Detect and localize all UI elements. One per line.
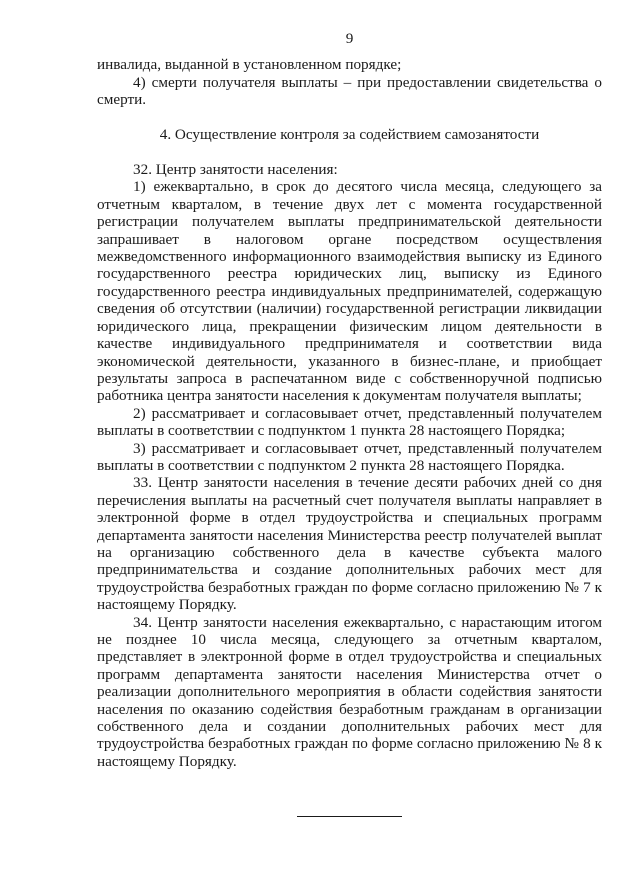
paragraph-32-item-3: 3) рассматривает и согласовывает отчет, представленный получателем выплаты в соответствии с подпунктом 2 пункта 28 настоящего Порядка.: [97, 439, 602, 474]
paragraph-33: 33. Центр занятости населения в течение десяти рабочих дней со дня перечисления выплаты на расчетный счет получателя выплаты направляет в электронной форме в отдел трудоустройства и специальных программ департамента занятости населения Министерства реестр получателей выплат на организацию собственного дела в качестве субъекта малого предпринимательства и создание дополнительных рабочих мест для трудоустройства безработных граждан по форме согласно приложению № 7 к настоящему Порядку.: [97, 474, 602, 614]
paragraph-continuation: инвалида, выданной в установленном порядке;: [97, 56, 402, 74]
paragraph-34: 34. Центр занятости населения ежеквартально, с нарастающим итогом не позднее 10 числа месяца, следующего за отчетным кварталом, представляет в электронной форме в отдел трудоустройства и специальных программ департамента занятости населения Министерства отчет о реализации дополнительного мероприятия в области содействия занятости населения по оказанию содействия безработным гражданам в организации собственного дела и создании дополнительных рабочих мест для трудоустройства безработных граждан по форме согласно приложению № 8 к настоящему Порядку.: [97, 613, 602, 770]
paragraph-32-item-2: 2) рассматривает и согласовывает отчет, представленный получателем выплаты в соответствии с подпунктом 1 пункта 28 настоящего Порядка;: [97, 404, 602, 440]
section-heading: 4. Осуществление контроля за содействием самозанятости: [159, 125, 540, 143]
paragraph-item-4-death: 4) смерти получателя выплаты – при предоставлении свидетельства о смерти.: [97, 73, 602, 109]
end-of-document-rule: [297, 816, 402, 817]
paragraph-32-title: 32. Центр занятости населения:: [133, 161, 338, 179]
page-number: 9: [345, 30, 354, 47]
paragraph-32-item-1: 1) ежеквартально, в срок до десятого числа месяца, следующего за отчетным кварталом, в течение двух лет с момента государственной регистрации получателем выплаты предпринимательской деятельности запрашивает в налоговом органе посредством осуществления межведомственного информационного взаимодействия выписку из Единого государственного реестра юридических лиц, выписку из Единого государственного реестра индивидуальных предпринимателей, содержащую сведения об отсутствии (наличии) государственной регистрации ликвидации юридического лица, прекращении физическим лицом деятельности в качестве индивидуального предпринимателя и соответствии вида экономической деятельности, указанного в бизнес-плане, и приобщает результаты запроса в распечатанном виде с собственноручной подписью работника центра занятости населения к документам получателя выплаты;: [97, 178, 602, 405]
